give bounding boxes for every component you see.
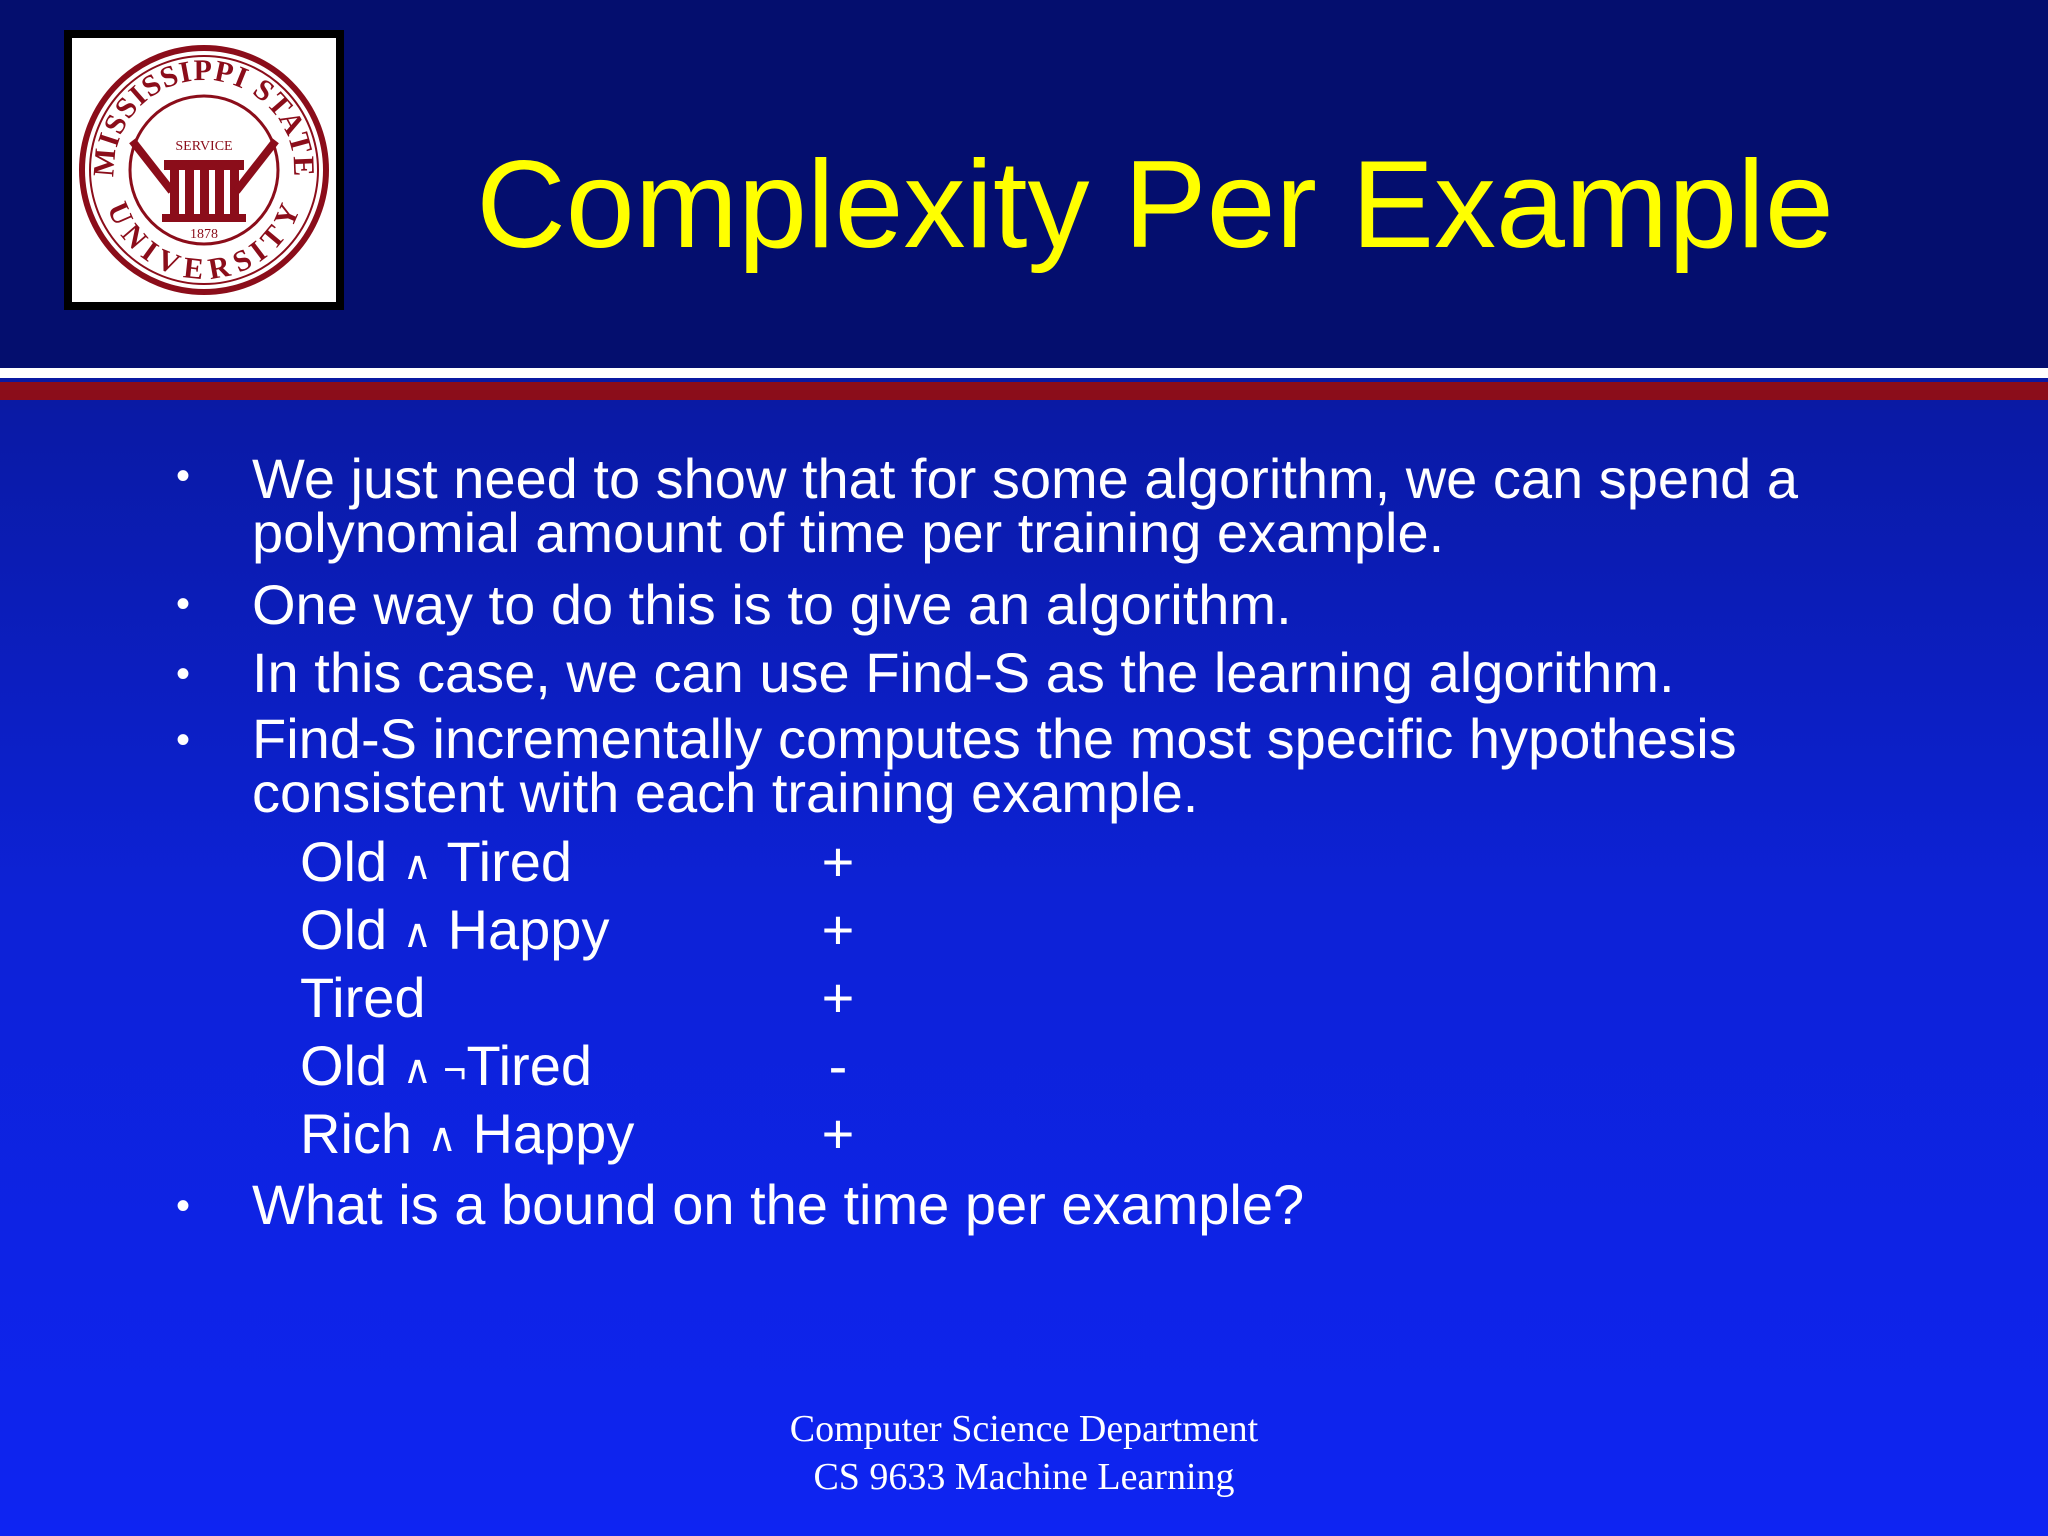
slide-footer [0,1405,2048,1501]
example-label: - [828,1034,848,1097]
and-operator: ∧ [402,844,432,888]
example-term: Tired [466,1034,592,1097]
seal-top-text: MISSISSIPPI STATE [87,53,321,178]
bullet-line: In this case, we can use Find-S as the learning algorithm. [252,641,1675,704]
bullet-item [252,1173,1892,1236]
example-label: + [821,966,855,1029]
bullet-marker: • [176,454,191,498]
bullet-item [252,707,1892,824]
example-expression [300,1102,634,1170]
bullet-line: Find-S incrementally computes the most specific hypothesis [252,707,1737,770]
bullet-item [252,573,1892,636]
example-term: Old [300,830,388,893]
example-term: Rich [300,1102,413,1165]
example-term: Happy [447,898,610,961]
bullet-line: polynomial amount of time per training example. [252,501,1445,564]
and-not-operator: ∧ ¬ [402,1048,467,1092]
example-label: + [821,1102,855,1165]
bullet-item [252,447,1892,564]
example-term: Tired [446,830,573,893]
example-label: + [821,830,855,893]
example-expression [300,966,426,1030]
example-label: + [821,898,855,961]
example-term: Old [300,898,388,961]
example-expression [300,1034,592,1102]
example-term: Old [300,1034,388,1097]
bullet-line: consistent with each training example. [252,761,1199,824]
example-expression [300,898,609,966]
and-operator: ∧ [402,912,432,956]
bullet-marker: • [176,582,191,626]
bullet-line: We just need to show that for some algorithm, we can spend a [252,447,1799,510]
example-expression [300,830,572,898]
and-operator: ∧ [427,1116,457,1160]
seal-motto: SERVICE [175,139,233,154]
bullet-line: What is a bound on the time per example? [252,1173,1305,1236]
example-term: Tired [300,966,426,1029]
footer-course: CS 9633 Machine Learning [813,1456,1235,1498]
bullet-marker: • [176,1184,191,1228]
seal-bottom-text: UNIVERSITY [100,197,308,287]
example-term: Happy [472,1102,635,1165]
bullet-line: One way to do this is to give an algorithm. [252,573,1292,636]
slide-title: Complexity Per Example [476,136,1834,274]
bullet-marker: • [176,652,191,696]
bullet-marker: • [176,718,191,762]
bullet-item [252,641,1892,704]
footer-department: Computer Science Department [789,1408,1259,1450]
seal-year: 1878 [190,227,218,242]
